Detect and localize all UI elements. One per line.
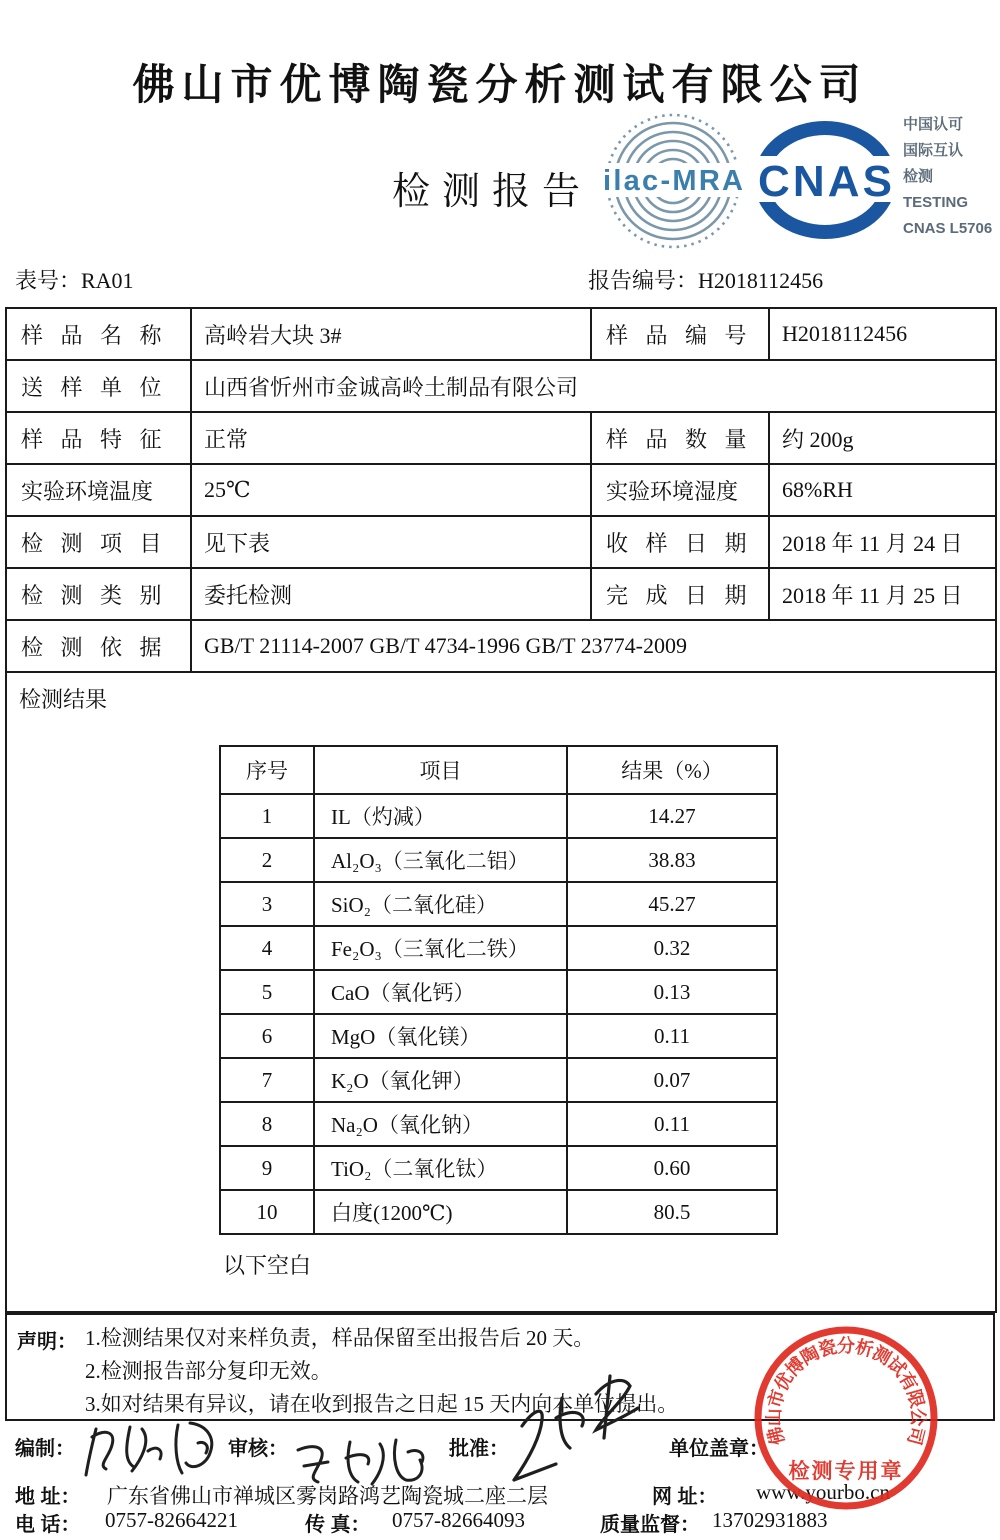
field-value: 68%RH	[769, 464, 996, 516]
address-value: 广东省佛山市禅城区雾岗路鸿艺陶瓷城二座二层	[107, 1484, 548, 1508]
results-table	[219, 745, 778, 1235]
statement-line: 3.如对结果有异议，请在收到报告之日起 15 天内向本单位提出。	[85, 1392, 679, 1416]
table-row	[220, 838, 777, 882]
result-item: Na₂O（氧化钠）	[314, 1102, 567, 1146]
field-label: 样 品 数 量	[591, 412, 769, 464]
result-value: 80.5	[567, 1190, 777, 1234]
accreditation-text	[903, 112, 1000, 242]
accreditation-line: 中国认可	[903, 116, 964, 133]
results-tbody	[220, 794, 777, 1234]
table-row	[220, 970, 777, 1014]
column-header-result: 结果（%）	[567, 746, 777, 794]
field-value: 见下表	[191, 516, 591, 568]
field-label: 实验环境温度	[6, 464, 191, 516]
result-value: 0.07	[567, 1058, 777, 1102]
company-title: 佛山市优博陶瓷分析测试有限公司	[132, 63, 868, 109]
table-row	[6, 308, 996, 360]
field-label: 实验环境湿度	[591, 464, 769, 516]
result-item: SiO₂（二氧化硅）	[314, 882, 567, 926]
column-header-index: 序号	[220, 746, 314, 794]
cnas-logo-text: CNAS	[758, 157, 892, 206]
field-value: 正常	[191, 412, 591, 464]
table-row	[220, 1014, 777, 1058]
company-seal-stamp	[750, 1322, 942, 1514]
result-item: MgO（氧化镁）	[314, 1014, 567, 1058]
seal-company-arc-text: 佛山市优博陶瓷分析测试有限公司	[763, 1335, 929, 1448]
table-row	[6, 464, 996, 516]
result-index: 5	[220, 970, 314, 1014]
result-item: 白度(1200℃)	[314, 1190, 567, 1234]
ilac-mra-logo-icon	[598, 106, 748, 261]
prepared-signature	[82, 1415, 230, 1483]
field-label: 检 测 依 据	[6, 620, 191, 672]
field-value: H2018112456	[769, 308, 996, 360]
field-value: 2018 年 11 月 25 日	[769, 568, 996, 620]
result-item: TiO₂（二氧化钛）	[314, 1146, 567, 1190]
result-value: 0.32	[567, 926, 777, 970]
sample-info-table	[5, 307, 997, 1313]
cnas-logo-icon	[752, 118, 898, 247]
table-row	[6, 360, 996, 412]
table-row	[220, 1190, 777, 1234]
reviewed-label: 审核：	[228, 1438, 288, 1460]
below-blank-note: 以下空白	[223, 1253, 312, 1278]
field-label: 样 品 名 称	[6, 308, 191, 360]
result-index: 3	[220, 882, 314, 926]
result-index: 2	[220, 838, 314, 882]
field-label: 完 成 日 期	[591, 568, 769, 620]
result-value: 0.11	[567, 1102, 777, 1146]
table-row	[6, 620, 996, 672]
result-item: CaO（氧化钙）	[314, 970, 567, 1014]
results-section-cell	[6, 672, 996, 1312]
table-row	[220, 1102, 777, 1146]
address-label: 地 址：	[15, 1486, 81, 1508]
table-row	[220, 1058, 777, 1102]
statement-line: 2.检测报告部分复印无效。	[85, 1359, 332, 1383]
result-item: IL（灼减）	[314, 794, 567, 838]
field-value: GB/T 21114-2007 GB/T 4734-1996 GB/T 23774-2009	[191, 620, 996, 672]
results-section-title: 检测结果	[19, 687, 108, 712]
statement-line: 1.检测结果仅对来样负责，样品保留至出报告后 20 天。	[85, 1326, 595, 1350]
phone-value: 0757-82664221	[105, 1508, 238, 1532]
column-header-item: 项目	[314, 746, 567, 794]
ilac-mra-logo-text: ilac-MRA	[603, 165, 743, 197]
result-index: 7	[220, 1058, 314, 1102]
seal-label: 单位盖章：	[669, 1438, 769, 1460]
website-label: 网 址：	[652, 1486, 718, 1508]
result-value: 0.13	[567, 970, 777, 1014]
qc-label: 质量监督：	[600, 1514, 700, 1536]
field-value: 高岭岩大块 3#	[191, 308, 591, 360]
field-label: 检 测 项 目	[6, 516, 191, 568]
result-index: 6	[220, 1014, 314, 1058]
qc-phone-value: 13702931883	[712, 1508, 828, 1532]
prepared-label: 编制：	[15, 1438, 75, 1460]
fax-label: 传 真：	[305, 1514, 371, 1536]
field-label: 样 品 特 征	[6, 412, 191, 464]
field-value: 委托检测	[191, 568, 591, 620]
field-value: 约 200g	[769, 412, 996, 464]
fax-value: 0757-82664093	[392, 1508, 525, 1532]
result-index: 10	[220, 1190, 314, 1234]
result-index: 4	[220, 926, 314, 970]
seal-center-text: 检测专用章	[788, 1460, 904, 1483]
result-index: 8	[220, 1102, 314, 1146]
table-row	[220, 794, 777, 838]
website-value[interactable]: www.yourbo.cn	[756, 1480, 890, 1504]
result-index: 9	[220, 1146, 314, 1190]
table-row	[6, 568, 996, 620]
result-value: 45.27	[567, 882, 777, 926]
result-index: 1	[220, 794, 314, 838]
field-label: 检 测 类 别	[6, 568, 191, 620]
table-row	[220, 926, 777, 970]
result-value: 14.27	[567, 794, 777, 838]
report-title: 检测报告	[392, 171, 593, 213]
approved-signature	[492, 1368, 652, 1490]
accreditation-line: TESTING	[903, 194, 969, 211]
table-row	[220, 882, 777, 926]
result-item: Al₂O₃（三氧化二铝）	[314, 838, 567, 882]
table-row	[6, 412, 996, 464]
report-number: 报告编号：H2018112456	[588, 268, 824, 293]
field-value: 山西省忻州市金诚高岭土制品有限公司	[191, 360, 996, 412]
field-value: 25℃	[191, 464, 591, 516]
results-header-row	[220, 746, 777, 794]
result-value: 38.83	[567, 838, 777, 882]
field-value: 2018 年 11 月 24 日	[769, 516, 996, 568]
phone-label: 电 话：	[15, 1514, 81, 1536]
accreditation-line: 国际互认	[903, 142, 964, 159]
table-row	[220, 1146, 777, 1190]
result-item: Fe₂O₃（三氧化二铁）	[314, 926, 567, 970]
accreditation-line: CNAS L5706	[903, 220, 993, 237]
field-label: 送 样 单 位	[6, 360, 191, 412]
table-row	[6, 672, 996, 1312]
result-item: K₂O（氧化钾）	[314, 1058, 567, 1102]
result-value: 0.60	[567, 1146, 777, 1190]
field-label: 样 品 编 号	[591, 308, 769, 360]
statement-label: 声明：	[17, 1331, 77, 1353]
table-row	[6, 516, 996, 568]
accreditation-line: 检测	[903, 168, 934, 185]
result-value: 0.11	[567, 1014, 777, 1058]
field-label: 收 样 日 期	[591, 516, 769, 568]
approved-label: 批准：	[449, 1438, 509, 1460]
form-number: 表号：RA01	[15, 268, 134, 293]
